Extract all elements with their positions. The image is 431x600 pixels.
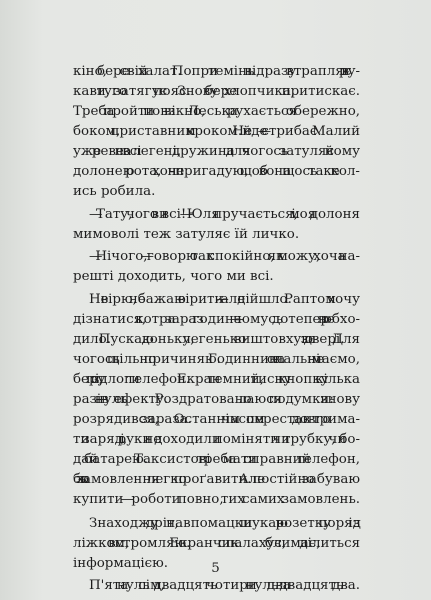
text-line: боком, приставним кроком. Не йде — стрибає. Малий (73, 124, 361, 139)
text-line: кіно, бере свій халат. Попри темінь відразу втрапляє в ру- (73, 64, 360, 79)
page-number: 5 (211, 561, 220, 576)
text-line: Треба пройти повз вікно, і Леська рухається обережно, (73, 104, 361, 119)
text-line: чогось щільно причиняю. Годинника в спальні не маємо, (73, 352, 360, 367)
text-line: решті доходить, чого ми всі. (73, 269, 274, 284)
text-line: інформацією. (73, 556, 169, 571)
text-line: уже реве на всі легені, дружина для чогось затуляє йому (73, 144, 361, 159)
text-line: купити — роботи повно, тих самих замовлень. (73, 492, 360, 507)
text-line: розрядився, зараза. Останнім часом перестав довго трима- (73, 412, 361, 427)
text-line: — Тату, чого ви всі! — Юля пручається, і моя долоня (89, 207, 360, 222)
text-line: ліжком, встромляю. Екранчик спалахує, блимає, ділиться (73, 536, 361, 551)
text-line: дило. Пускаю доньку, легенько виштовхую за двері. Для (73, 332, 361, 347)
text-line: Не вірю, не бажаю вірити — але дійшло. Раптом хочу (89, 292, 360, 307)
text-line: ись робила. (73, 184, 156, 199)
text-line: П'ята нуль сім, двадцять чотири нуль два двадцять два. (89, 578, 360, 593)
text-line: Знаходжу дріт, навпомацки шукаю розетку поряд із (89, 516, 361, 531)
text-line: мимоволі теж затуляє їй личко. (73, 227, 300, 242)
text-line: — Нічого, — говорю так спокійно, як можу, хоча на- (89, 249, 361, 264)
text-line: беру з підлоги телефон. Екран темний, тисну кнопку кілька (73, 372, 360, 387)
text-line: ти заряд, і руки не доходили поміняти чи трубку, чи бо- (73, 432, 361, 447)
text-line: бо ж замовлення легко проґавити. Але постійно забуваю (73, 472, 360, 487)
text-line: долонею рота, хоч не пригадую, щоб вона щось таке кол- (73, 164, 360, 179)
text-line: дізнатися, котра зараз година — чомусь дотепер не обхо- (73, 312, 361, 327)
text-line: дай батарею. Таксистові треба мати справний телефон, (73, 452, 361, 467)
text-line: кави, туго затягує пояс. Знову бере хлопчика, притискає. (73, 84, 361, 99)
text-line: разів — нуль ефекту. Роздратовано лаюся подумки: знову (73, 392, 360, 407)
